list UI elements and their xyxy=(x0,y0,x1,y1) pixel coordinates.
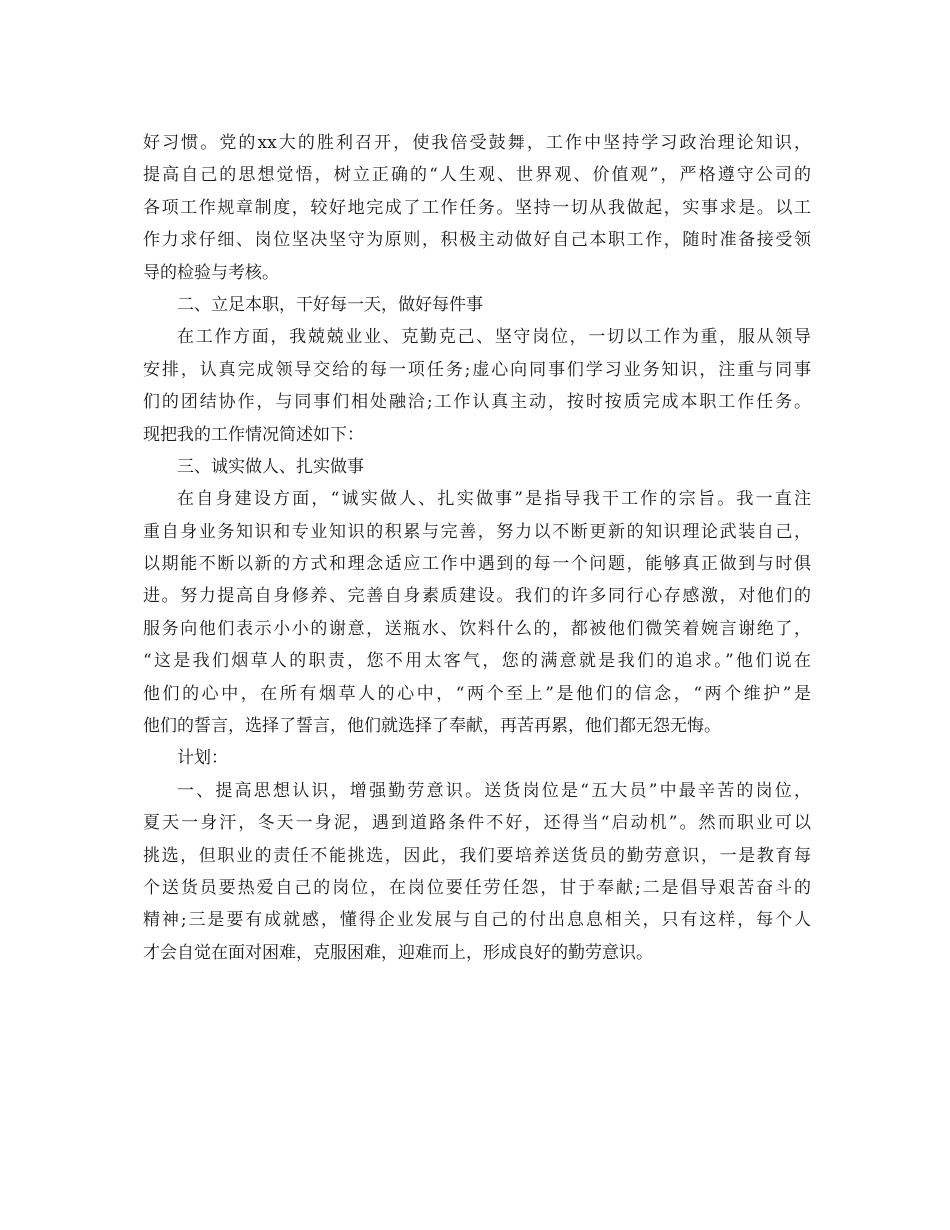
text-line: 在自身建设方面，“诚实做人、扎实做事”是指导我干工作的宗旨。我一直注 xyxy=(177,489,811,510)
text-line: 进。努力提高自身修养、完善自身素质建设。我们的许多同行心存感激，对他们的 xyxy=(143,586,811,607)
text-line: 各项工作规章制度，较好地完成了工作任务。坚持一切从我做起，实事求是。以工 xyxy=(143,197,811,218)
text-line: 现把我的工作情况简述如下： xyxy=(143,424,364,445)
text-line: 作力求仔细、岗位坚决坚守为原则，积极主动做好自己本职工作，随时准备接受领 xyxy=(143,230,811,251)
text-line: 服务向他们表示小小的谢意，送瓶水、饮料什么的，都被他们微笑着婉言谢绝了， xyxy=(143,618,811,639)
text-line: 挑选，但职业的责任不能挑选，因此，我们要培养送货员的勤劳意识，一是教育每 xyxy=(143,845,811,866)
text-line: 他们的誓言，选择了誓言，他们就选择了奉献，再苦再累，他们都无怨无悔。 xyxy=(143,716,721,737)
text-line: 以期能不断以新的方式和理念适应工作中遇到的每一个问题，能够真正做到与时俱 xyxy=(143,554,811,575)
text-line: 在工作方面，我兢兢业业、克勤克己、坚守岗位，一切以工作为重，服从领导 xyxy=(177,327,811,348)
text-line: 三、诚实做人、扎实做事 xyxy=(177,456,364,477)
text-line: 计划： xyxy=(177,748,228,769)
text-line: 个送货员要热爱自己的岗位，在岗位要任劳任怨，甘于奉献;二是倡导艰苦奋斗的 xyxy=(143,877,811,898)
text-line: 夏天一身汗，冬天一身泥，遇到道路条件不好，还得当“启动机”。然而职业可以 xyxy=(143,813,811,834)
text-line: 精神;三是要有成就感，懂得企业发展与自己的付出息息相关，只有这样，每个人 xyxy=(143,910,811,931)
text-line: 重自身业务知识和专业知识的积累与完善，努力以不断更新的知识理论武装自己， xyxy=(143,521,811,542)
text-line: “这是我们烟草人的职责，您不用太客气，您的满意就是我们的追求。”他们说在 xyxy=(143,651,811,672)
text-line: 一、提高思想认识，增强勤劳意识。送货岗位是“五大员”中最辛苦的岗位， xyxy=(177,780,811,801)
text-line: 二、立足本职，干好每一天，做好每件事 xyxy=(177,294,483,315)
text-line: 提高自己的思想觉悟，树立正确的“人生观、世界观、价值观”，严格遵守公司的 xyxy=(143,165,811,186)
text-line: 才会自觉在面对困难，克服困难，迎难而上，形成良好的勤劳意识。 xyxy=(143,942,653,963)
text-line: 导的检验与考核。 xyxy=(143,262,279,283)
text-line: 好习惯。党的xx大的胜利召开，使我倍受鼓舞，工作中坚持学习政治理论知识， xyxy=(143,133,811,153)
document-body xyxy=(143,127,811,969)
text-line: 们的团结协作，与同事们相处融洽;工作认真主动，按时按质完成本职工作任务。 xyxy=(143,392,811,413)
text-line: 安排，认真完成领导交给的每一项任务;虚心向同事们学习业务知识，注重与同事 xyxy=(143,359,811,380)
text-line: 他们的心中，在所有烟草人的心中，“两个至上”是他们的信念，“两个维护”是 xyxy=(143,683,811,704)
